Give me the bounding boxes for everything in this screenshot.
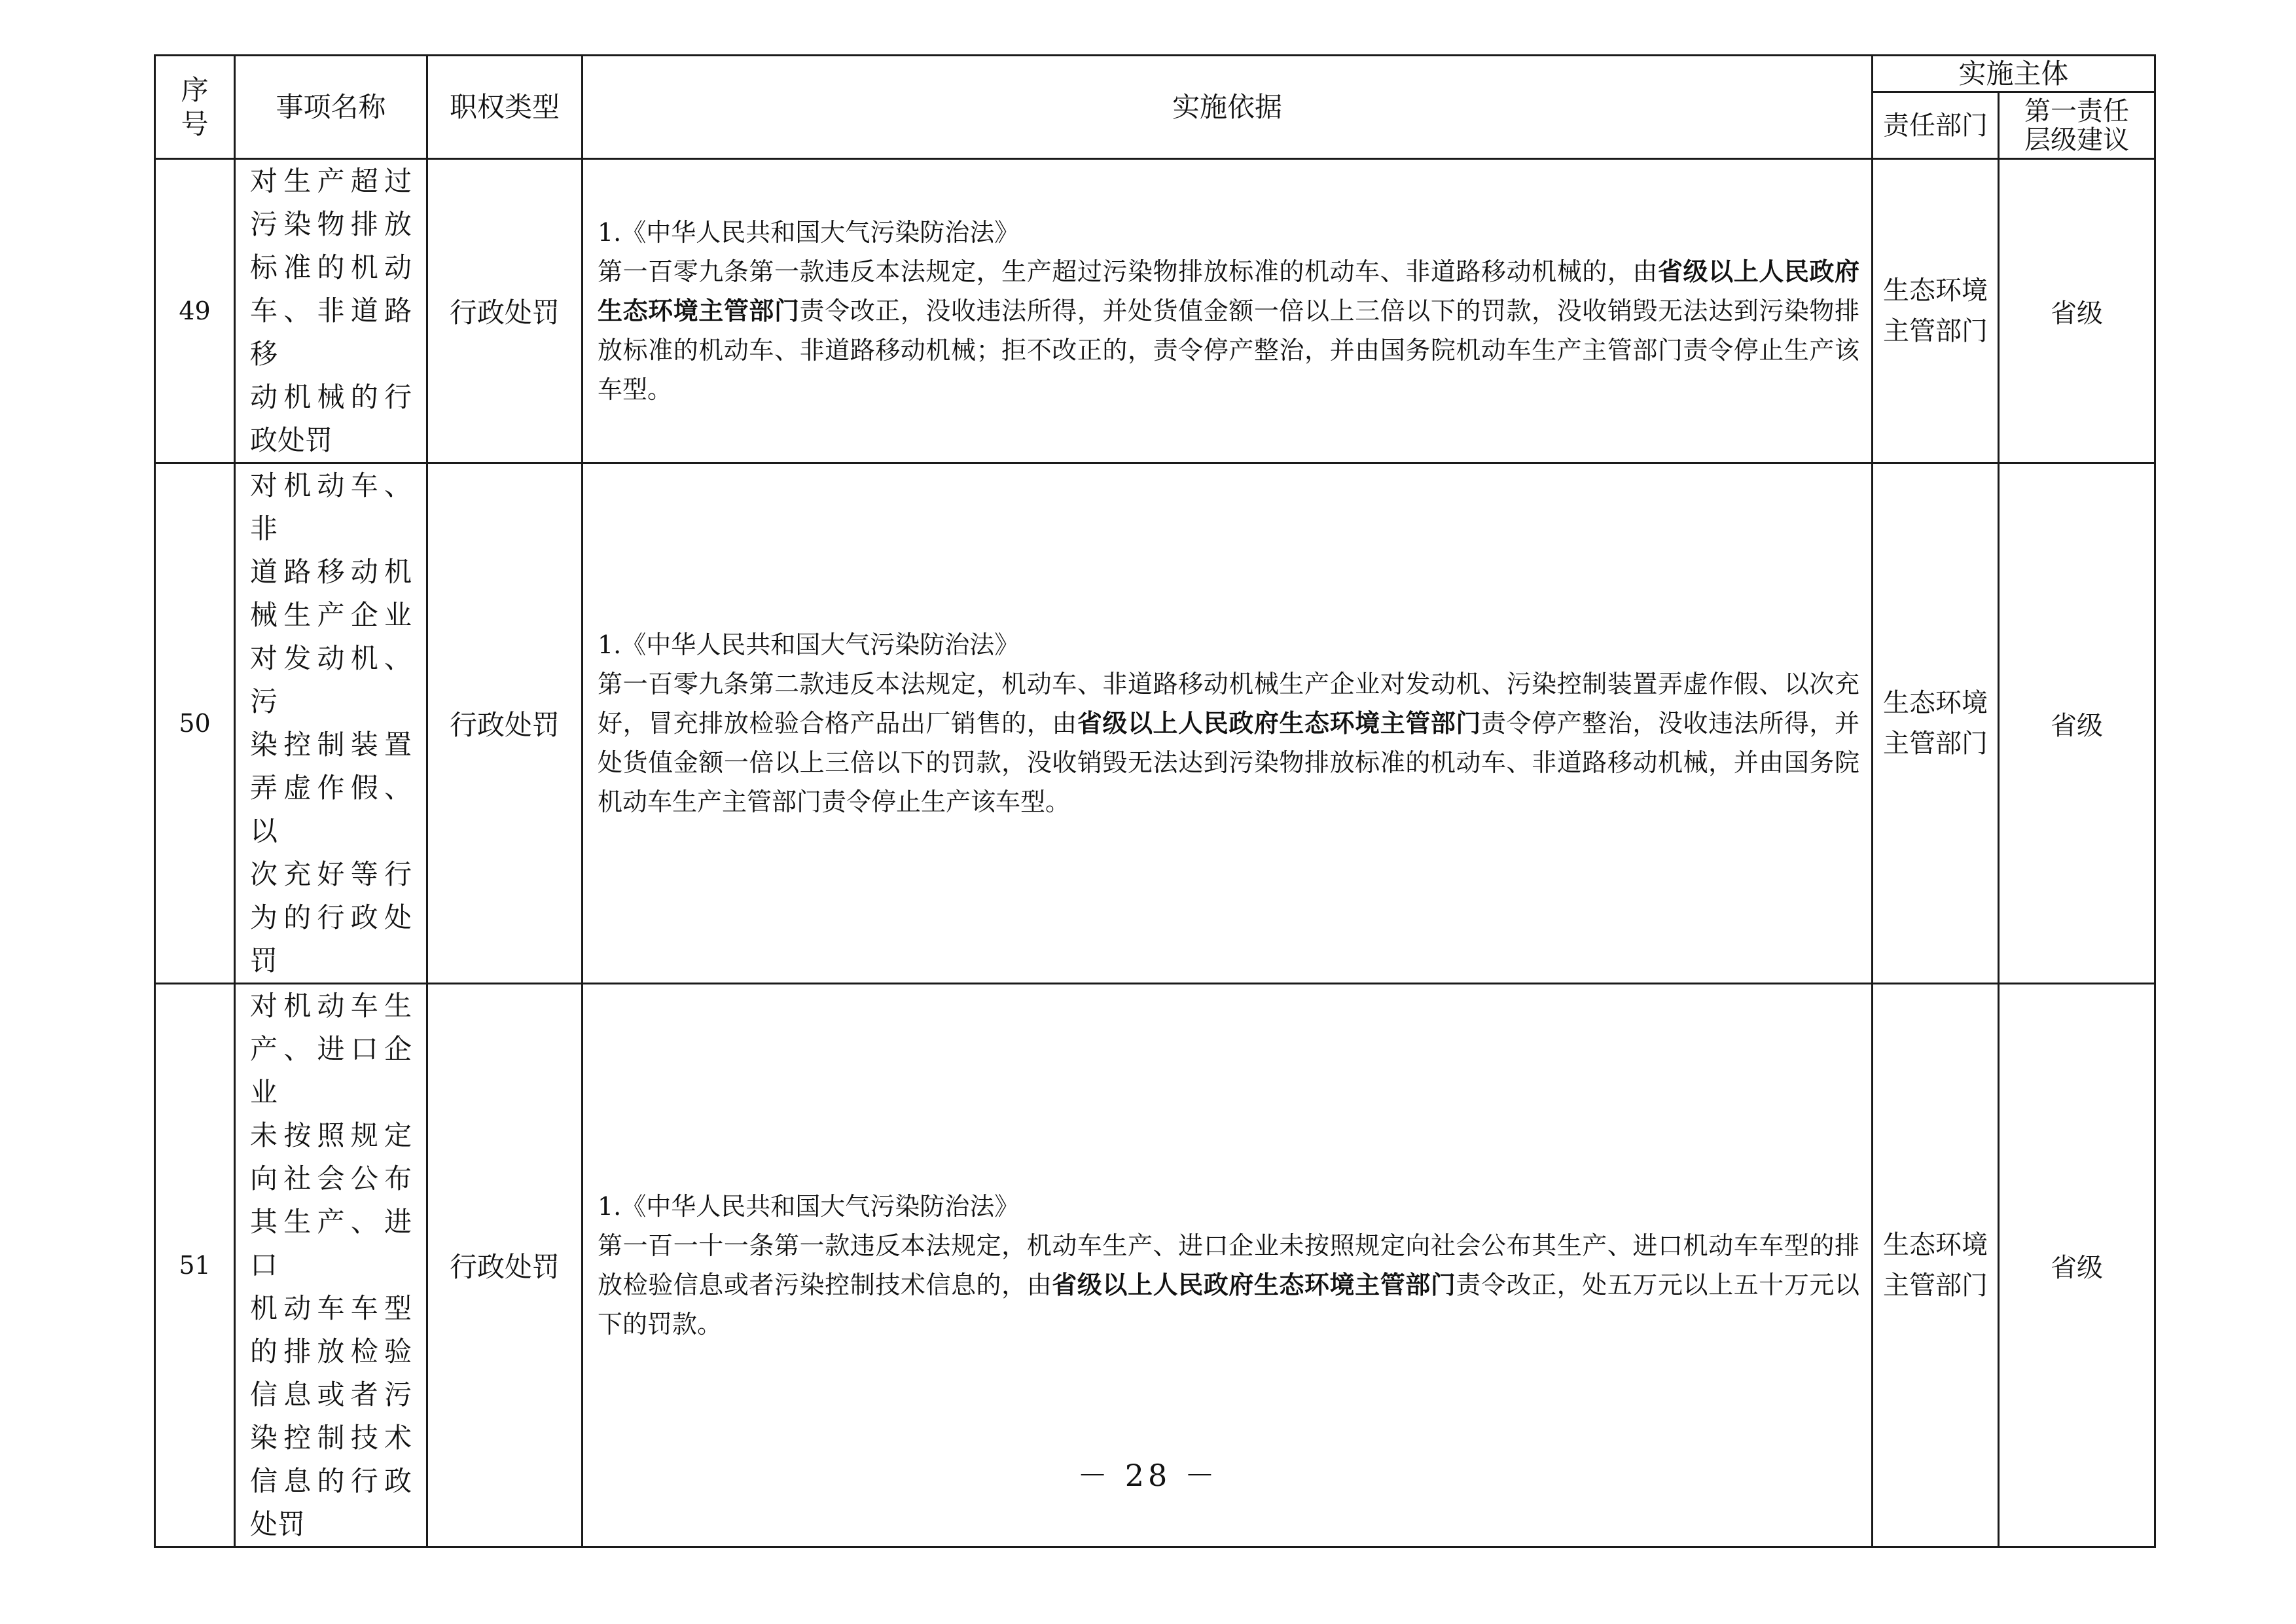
row-resp-dept: 生态环境 主管部门: [1873, 463, 1999, 984]
table-row: [155, 463, 2155, 984]
row-seq: 51: [155, 984, 235, 1547]
page-number: － 28 －: [1077, 1458, 1219, 1493]
row-item-name: 对机动车、非 道路移动机 械生产企业 对发动机、污 染控制装置 弄虚作假、以 次充好等行 为的行政处 罚: [235, 463, 427, 984]
basis-authority: 省级以上人民政府生态环境主管部门: [1077, 708, 1481, 738]
table-row: [155, 159, 2155, 463]
header-seq: 序 号: [155, 56, 235, 159]
basis-authority: 省级以上人民政府生态环境主管部门: [1052, 1270, 1456, 1299]
row-item-name: 对机动车生 产、进口企业 未按照规定 向社会公布 其生产、进口 机动车车型 的排放检验 信息或者污 染控制技术 信息的行政 处罚: [235, 984, 427, 1547]
row-resp-dept: 生态环境 主管部门: [1873, 159, 1999, 463]
row-power-type: 行政处罚: [427, 463, 583, 984]
row-level: 省级: [1999, 984, 2155, 1547]
basis-law-title: 1.《中华人民共和国大气污染防治法》: [598, 630, 1020, 659]
row-item-name: 对生产超过 污染物排放 标准的机动 车、非道路移 动机械的行 政处罚: [235, 159, 427, 463]
row-level: 省级: [1999, 159, 2155, 463]
row-basis: 1.《中华人民共和国大气污染防治法》 第一百零九条第二款违反本法规定，机动车、非道路移动机械生产企业对发动机、污染控制装置弄虚作假、以次充好，冒充排放检验合格产品出厂销售的，由省级以上人民政府生态环境主管部门责令停产整治，没收违法所得，并处货值金额一倍以上三倍以下的罚款，没收销毁无法达到污染物排放标准的机动车、非道路移动机械，并由国务院机动车生产主管部门责令停止生产该车型。: [583, 463, 1873, 984]
row-seq: 49: [155, 159, 235, 463]
row-power-type: 行政处罚: [427, 984, 583, 1547]
header-power-type: 职权类型: [427, 56, 583, 159]
header-impl-body: 实施主体: [1873, 56, 2155, 92]
row-resp-dept: 生态环境 主管部门: [1873, 984, 1999, 1547]
row-power-type: 行政处罚: [427, 159, 583, 463]
basis-law-title: 1.《中华人民共和国大气污染防治法》: [598, 1192, 1020, 1221]
header-resp-dept: 责任部门: [1873, 92, 1999, 159]
header-basis: 实施依据: [583, 56, 1873, 159]
basis-authority: 省级以上人民政府生态环境主管部门: [598, 257, 1859, 325]
header-first-level: 第一责任 层级建议: [1999, 92, 2155, 159]
row-level: 省级: [1999, 463, 2155, 984]
power-list-table: [154, 54, 2156, 1548]
row-basis: 1.《中华人民共和国大气污染防治法》 第一百一十一条第一款违反本法规定，机动车生产、进口企业未按照规定向社会公布其生产、进口机动车车型的排放检验信息或者污染控制技术信息的，由省级以上人民政府生态环境主管部门责令改正，处五万元以上五十万元以下的罚款。: [583, 984, 1873, 1547]
row-seq: 50: [155, 463, 235, 984]
row-basis: 1.《中华人民共和国大气污染防治法》 第一百零九条第一款违反本法规定，生产超过污染物排放标准的机动车、非道路移动机械的，由省级以上人民政府生态环境主管部门责令改正，没收违法所得，并处货值金额一倍以上三倍以下的罚款，没收销毁无法达到污染物排放标准的机动车、非道路移动机械；拒不改正的，责令停产整治，并由国务院机动车生产主管部门责令停止生产该车型。: [583, 159, 1873, 463]
header-row-1: [155, 56, 2155, 92]
basis-law-title: 1.《中华人民共和国大气污染防治法》: [598, 218, 1020, 247]
header-item-name: 事项名称: [235, 56, 427, 159]
